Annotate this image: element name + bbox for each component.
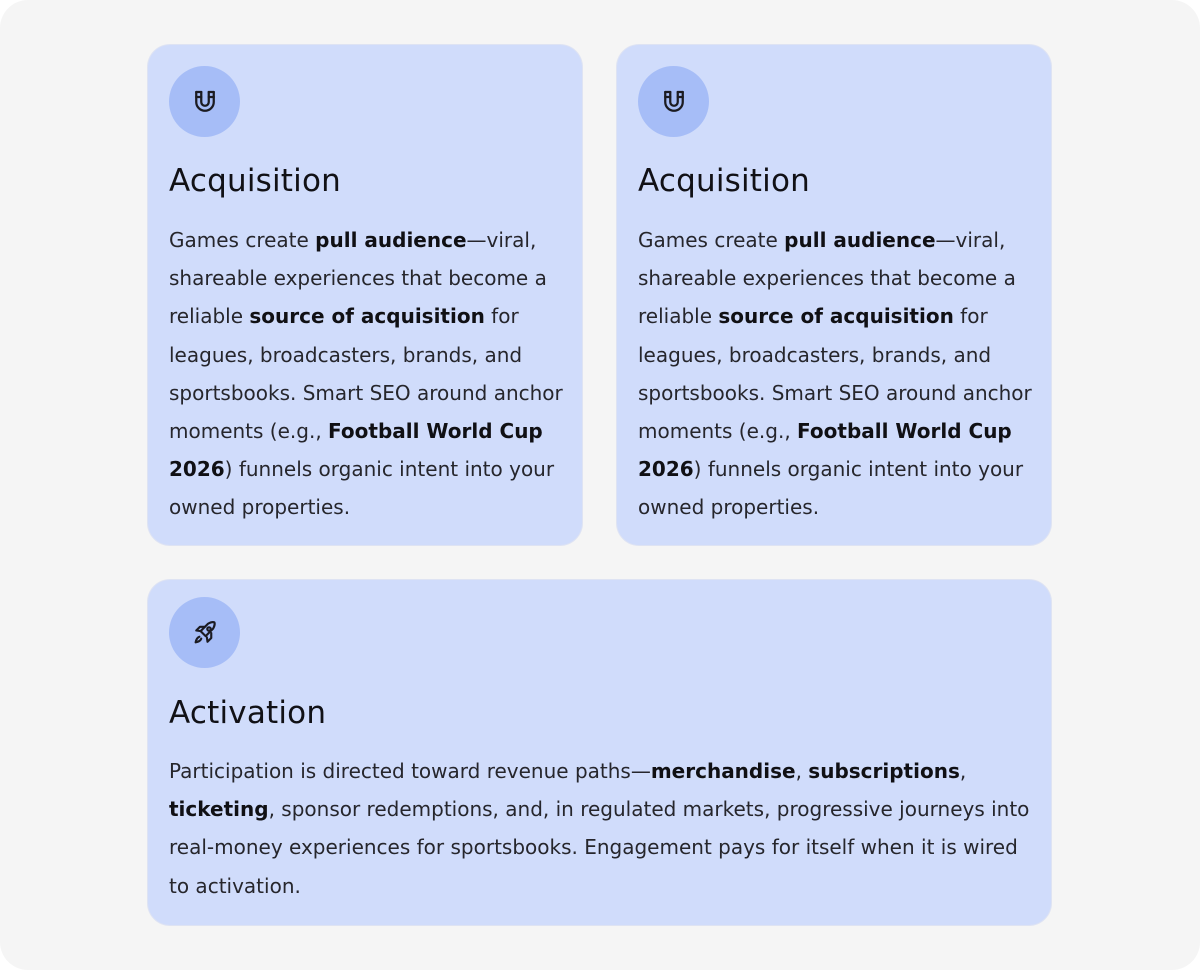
activation-card [148, 580, 1051, 925]
body-text-run: Games create [169, 228, 316, 252]
card-title: Acquisition [638, 163, 810, 199]
body-text-run: for leagues, broadcasters, brands, and sportsbooks. Smart SEO around anchor moments (e.g., [169, 304, 563, 444]
acquisition-card [148, 45, 582, 545]
emphasis-text: pull audience [315, 228, 467, 252]
emphasis-text: merchandise [650, 759, 796, 783]
body-text-run: ) funnels organic intent into your owned properties. [638, 457, 1024, 520]
emphasis-text: source of acquisition [249, 304, 485, 329]
emphasis-text: pull audience [784, 228, 936, 252]
icon-badge [169, 66, 240, 137]
emphasis-text: subscriptions [808, 759, 960, 783]
body-text-run: Participation is directed toward revenue paths— [169, 759, 651, 783]
rocket-icon [190, 618, 220, 648]
emphasis-text: Football World Cup 2026 [638, 419, 1012, 482]
card-title: Activation [169, 695, 327, 731]
body-text-run: , sponsor redemptions, and, in regulated markets, progressive journeys into real-money experiences for sportsbooks. Engagement pays for itself when it is wired to activation. [169, 797, 1030, 898]
body-text-run: ) funnels organic intent into your owned properties. [169, 457, 555, 520]
body-text-run: , [795, 759, 809, 783]
emphasis-text: source of acquisition [718, 304, 954, 329]
card-body-text [169, 752, 1037, 905]
body-text-run: —viral, shareable experiences that become a reliable [169, 228, 547, 329]
body-text-run: , [959, 759, 967, 783]
body-text-run: for leagues, broadcasters, brands, and sportsbooks. Smart SEO around anchor moments (e.g., [638, 304, 1032, 444]
card-body-text [169, 221, 564, 527]
card-title: Acquisition [169, 163, 341, 199]
emphasis-text: Football World Cup 2026 [169, 419, 543, 482]
emphasis-text: ticketing [169, 797, 269, 822]
body-text-run: —viral, shareable experiences that become a reliable [638, 228, 1016, 329]
acquisition-card [617, 45, 1051, 545]
icon-badge [638, 66, 709, 137]
card-body-text [638, 221, 1033, 527]
magnet-icon [190, 87, 220, 117]
body-text-run: Games create [638, 228, 785, 252]
icon-badge [169, 597, 240, 668]
magnet-icon [659, 87, 689, 117]
